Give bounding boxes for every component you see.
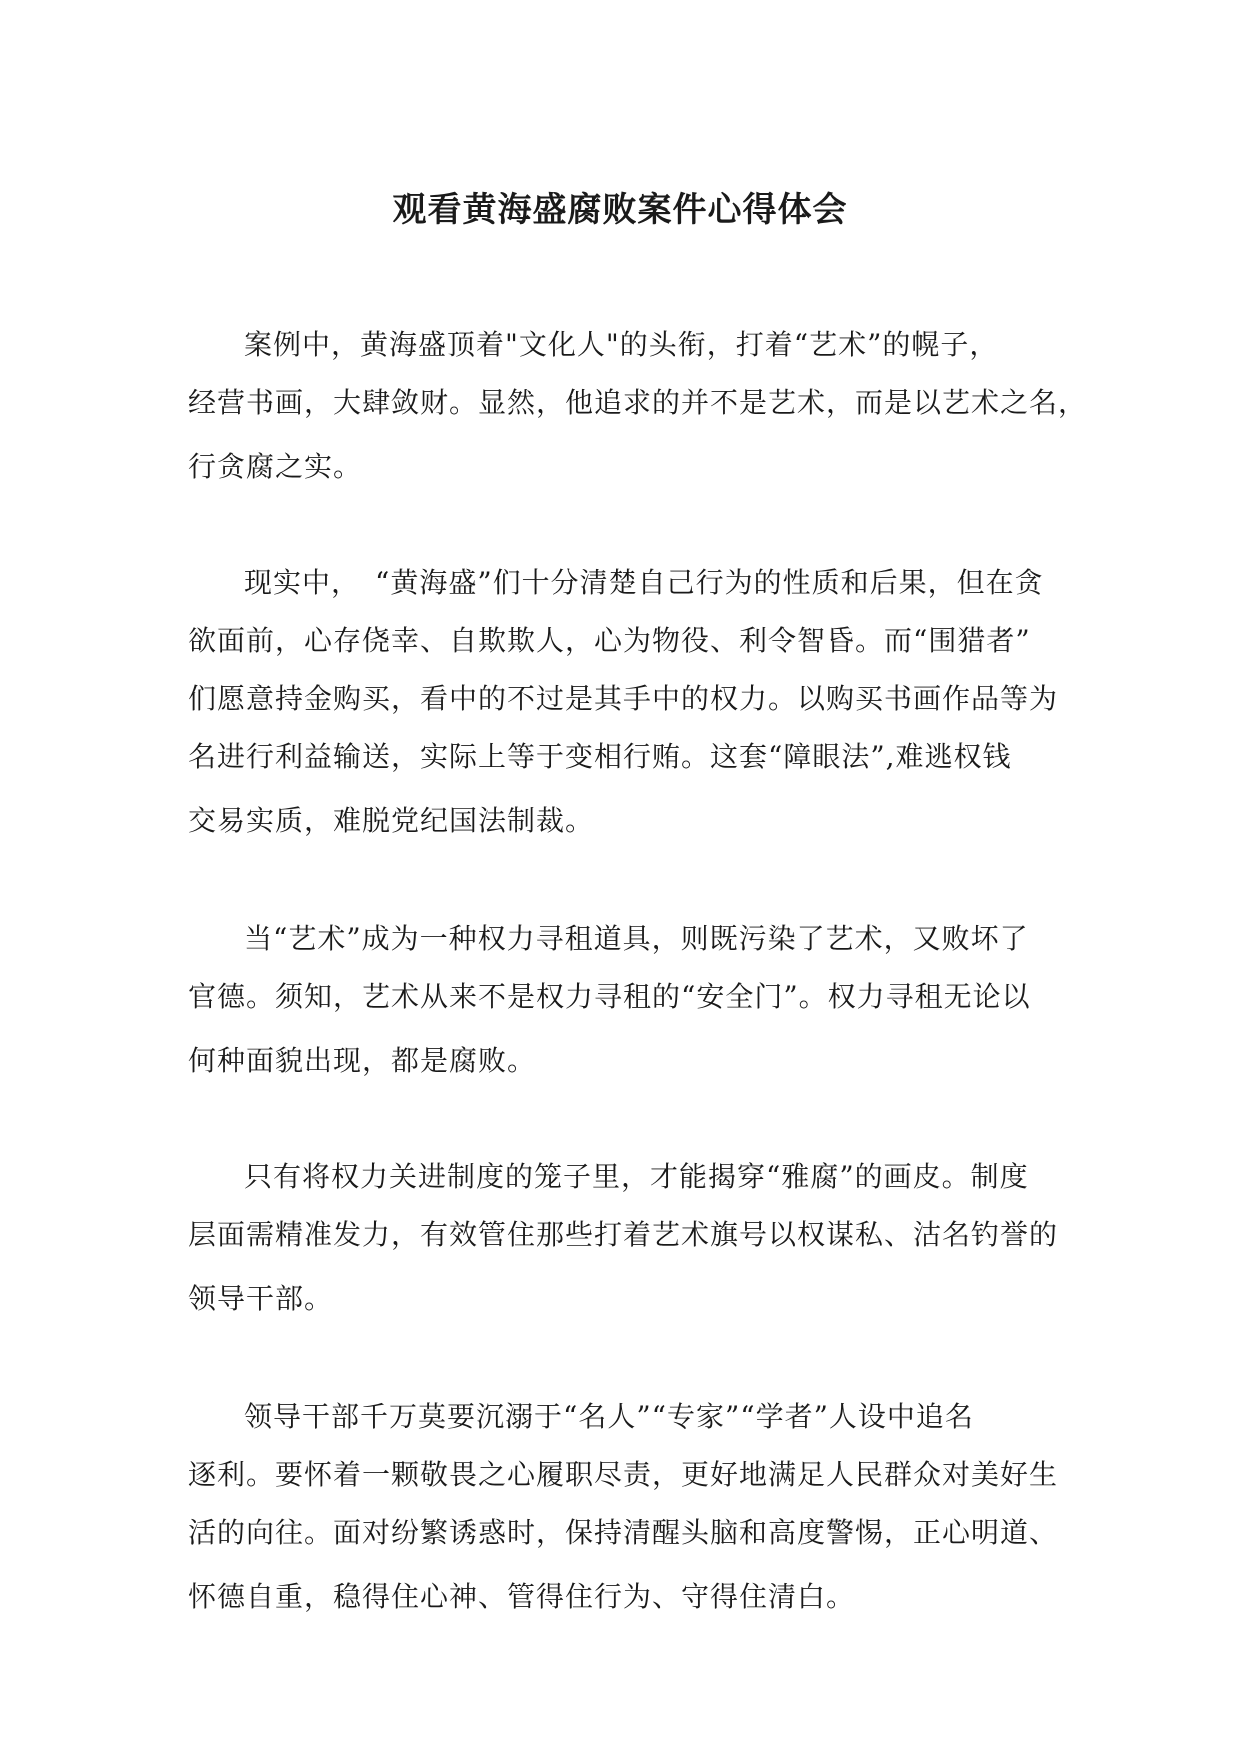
document-title: 观看黄海盛腐败案件心得体会: [392, 190, 848, 230]
paragraph-4: [188, 1148, 1066, 1328]
paragraph-line: 交易实质，难脱党纪国法制裁。: [188, 804, 595, 837]
paragraph-3: [188, 910, 1066, 1090]
paragraph-line: 何种面貌出现，都是腐败。: [188, 1044, 537, 1077]
paragraph-line: 领导干部千万莫要沉溺于“名人”“专家”“学者”人设中追名: [244, 1400, 974, 1433]
paragraph-line: 官德。须知，艺术从来不是权力寻租的“安全门”。权力寻租无论以: [188, 980, 1031, 1013]
paragraph-line: 们愿意持金购买，看中的不过是其手中的权力。以购买书画作品等为: [188, 682, 1059, 715]
paragraph-line: 名进行利益输送，实际上等于变相行贿。这套“障眼法”,难逃权钱: [188, 740, 1012, 773]
paragraph-line: 领导干部。: [188, 1282, 334, 1315]
paragraph-line: 怀德自重，稳得住心神、管得住行为、守得住清白。: [188, 1580, 856, 1613]
paragraph-line: 经营书画，大肆敛财。显然，他追求的并不是艺术，而是以艺术之名，: [188, 386, 1088, 419]
paragraph-line: 当“艺术”成为一种权力寻租道具，则既污染了艺术，又败坏了: [244, 922, 1029, 955]
paragraph-line: 逐利。要怀着一颗敬畏之心履职尽责，更好地满足人民群众对美好生: [188, 1458, 1059, 1491]
paragraph-line: 层面需精准发力，有效管住那些打着艺术旗号以权谋私、沽名钓誉的: [188, 1218, 1059, 1251]
paragraph-line: 活的向往。面对纷繁诱惑时，保持清醒头脑和高度警惕，正心明道、: [188, 1516, 1059, 1549]
paragraph-line: 只有将权力关进制度的笼子里，才能揭穿“雅腐”的画皮。制度: [244, 1160, 1029, 1193]
paragraph-2: [188, 554, 1066, 850]
paragraph-line: 行贪腐之实。: [188, 450, 363, 483]
paragraph-line: 欲面前，心存侥幸、自欺欺人，心为物役、利令智昏。而“围猎者”: [188, 624, 1031, 657]
paragraph-1: [188, 316, 1088, 496]
paragraph-line: 现实中， “黄海盛”们十分清楚自己行为的性质和后果，但在贪: [244, 566, 1044, 599]
paragraph-line: 案例中，黄海盛顶着"文化人"的头衔，打着“艺术”的幌子，: [244, 328, 999, 361]
paragraph-5: [188, 1388, 1066, 1626]
